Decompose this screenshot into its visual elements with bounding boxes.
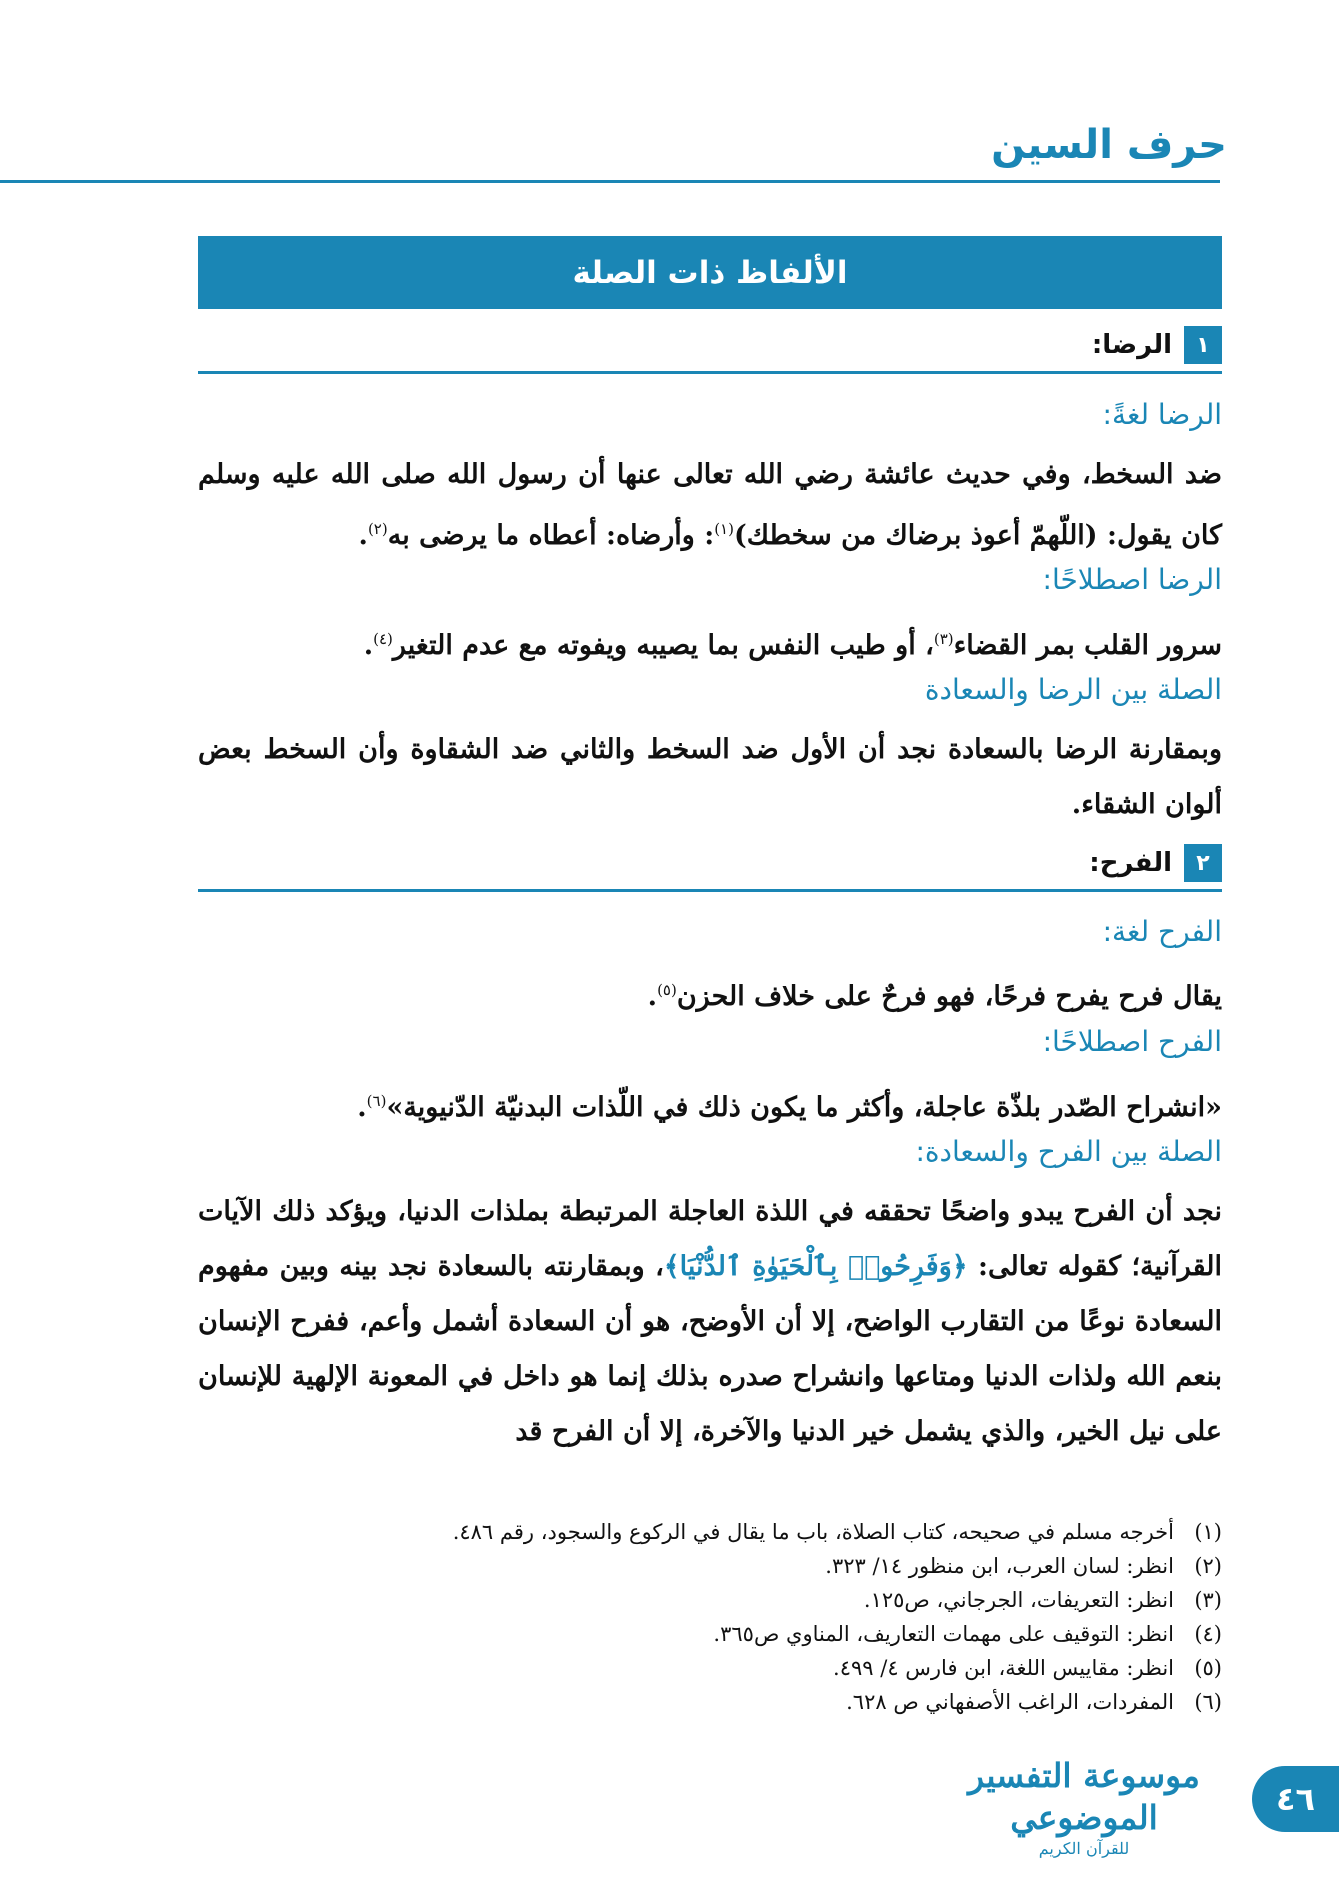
paragraph bbox=[198, 1074, 1222, 1135]
footnote-text: انظر: التعريفات، الجرجاني، ص١٢٥. bbox=[863, 1588, 1174, 1612]
section-number: ٢ bbox=[1184, 844, 1222, 882]
paragraph-text: سرور القلب بمر القضاء bbox=[953, 630, 1222, 661]
paragraph-text: يقال فرح يفرح فرحًا، فهو فرحٌ على خلاف الحزن bbox=[676, 981, 1222, 1012]
chapter-divider bbox=[0, 180, 1220, 183]
section-number: ١ bbox=[1184, 326, 1222, 364]
section-divider bbox=[198, 889, 1222, 892]
paragraph bbox=[198, 1184, 1222, 1459]
footnote-item bbox=[198, 1651, 1222, 1685]
section-label: الرضا: bbox=[1091, 330, 1172, 360]
paragraph bbox=[198, 963, 1222, 1024]
subheading: الرضا لغةً: bbox=[1102, 398, 1222, 431]
footnote-number: (٣) bbox=[1194, 1588, 1222, 1612]
section-heading-farah bbox=[1089, 843, 1222, 883]
subheading: الصلة بين الفرح والسعادة: bbox=[915, 1135, 1222, 1168]
subheading: الفرح اصطلاحًا: bbox=[1042, 1025, 1222, 1058]
section-banner bbox=[198, 236, 1222, 309]
footnote-ref[interactable]: (٦) bbox=[366, 1092, 387, 1110]
subheading: الصلة بين الرضا والسعادة bbox=[924, 673, 1222, 706]
encyclopedia-logo bbox=[929, 1755, 1239, 1859]
footnote-item bbox=[198, 1549, 1222, 1583]
footnote-text: أخرجه مسلم في صحيحه، كتاب الصلاة، باب ما يقال في الركوع والسجود، رقم ٤٨٦. bbox=[452, 1520, 1174, 1544]
page-number: ٤٦ bbox=[1252, 1766, 1339, 1832]
quran-verse: ﴿وَفَرِحُوا۟ بِٱلْحَيَوٰةِ ٱلدُّنْيَا﴾ bbox=[663, 1251, 968, 1282]
footnote-text: انظر: التوقيف على مهمات التعاريف، المناوي ص٣٦٥. bbox=[713, 1622, 1174, 1646]
footnotes bbox=[198, 1515, 1222, 1719]
footnote-ref[interactable]: (٢) bbox=[367, 520, 388, 538]
subheading: الفرح لغة: bbox=[1102, 915, 1222, 948]
paragraph-text: . bbox=[358, 520, 368, 551]
paragraph bbox=[198, 612, 1222, 673]
section-heading-rida bbox=[1092, 325, 1222, 365]
footnote-number: (٦) bbox=[1194, 1690, 1222, 1714]
footnote-number: (١) bbox=[1194, 1520, 1222, 1544]
paragraph-text: . bbox=[363, 630, 374, 661]
paragraph-text: «انشراح الصّدر بلذّة عاجلة، وأكثر ما يكون ذلك في اللّذات البدنيّة الدّنيوية» bbox=[386, 1092, 1222, 1123]
footnote-number: (٤) bbox=[1194, 1622, 1222, 1646]
footnote-ref[interactable]: (٤) bbox=[373, 630, 393, 648]
footnote-ref[interactable]: (٥) bbox=[657, 981, 677, 999]
paragraph-text: ضد السخط، وفي حديث عائشة رضي الله تعالى عنها أن رسول الله صلى الله عليه وسلم كان يقول: (اللّهمّ أعوذ برضاك من سخطك) bbox=[198, 459, 1222, 551]
footnote-item bbox=[198, 1515, 1222, 1549]
paragraph-text: ، أو طيب النفس بما يصيبه ويفوته مع عدم التغير bbox=[392, 630, 934, 661]
chapter-title: حرف السين bbox=[991, 122, 1227, 168]
paragraph-text: . bbox=[357, 1092, 367, 1123]
footnote-ref[interactable]: (١) bbox=[714, 520, 734, 538]
footnote-text: انظر: لسان العرب، ابن منظور ١٤/ ٣٢٣. bbox=[825, 1554, 1174, 1578]
footnote-ref[interactable]: (٣) bbox=[933, 630, 954, 648]
footnote-text: انظر: مقاييس اللغة، ابن فارس ٤/ ٤٩٩. bbox=[833, 1656, 1174, 1680]
paragraph-text: ، وبمقارنته بالسعادة نجد بينه وبين مفهوم السعادة نوعًا من التقارب الواضح، إلا أن الأوضح، هو أن السعادة أشمل وأعم، ففرح الإنسان بنعم الله ولذات الدنيا ومتاعها وانشراح صدره بذلك إنما هو داخل في المعونة الإلهية للإنسان على نيل الخير، والذي يشمل خير الدنيا والآخرة، إلا أن الفرح قد bbox=[198, 1251, 1222, 1447]
paragraph-text: . bbox=[647, 981, 658, 1012]
paragraph bbox=[198, 447, 1222, 563]
footnote-item bbox=[198, 1583, 1222, 1617]
footnote-number: (٥) bbox=[1194, 1656, 1222, 1680]
logo-subtitle: للقرآن الكريم bbox=[1038, 1839, 1130, 1858]
subheading: الرضا اصطلاحًا: bbox=[1042, 563, 1222, 596]
footnote-item bbox=[198, 1685, 1222, 1719]
footnote-item bbox=[198, 1617, 1222, 1651]
banner-title: الألفاظ ذات الصلة bbox=[572, 254, 848, 291]
paragraph-text: نجد أن الفرح يبدو واضحًا تحققه في اللذة العاجلة المرتبطة بملذات الدنيا، ويؤكد ذلك الآيات القرآنية؛ كقوله تعالى: bbox=[198, 1196, 1222, 1282]
section-divider bbox=[198, 371, 1222, 374]
logo-title: موسوعة التفسير الموضوعي bbox=[968, 1756, 1200, 1837]
section-label: الفرح: bbox=[1089, 848, 1172, 878]
footnote-text: المفردات، الراغب الأصفهاني ص ٦٢٨. bbox=[846, 1690, 1174, 1714]
paragraph: وبمقارنة الرضا بالسعادة نجد أن الأول ضد السخط والثاني ضد الشقاوة وأن السخط بعض ألوان الشقاء. bbox=[198, 734, 1222, 820]
paragraph-text: : وأرضاه: أعطاه ما يرضى به bbox=[387, 520, 715, 551]
footnote-number: (٢) bbox=[1194, 1554, 1222, 1578]
